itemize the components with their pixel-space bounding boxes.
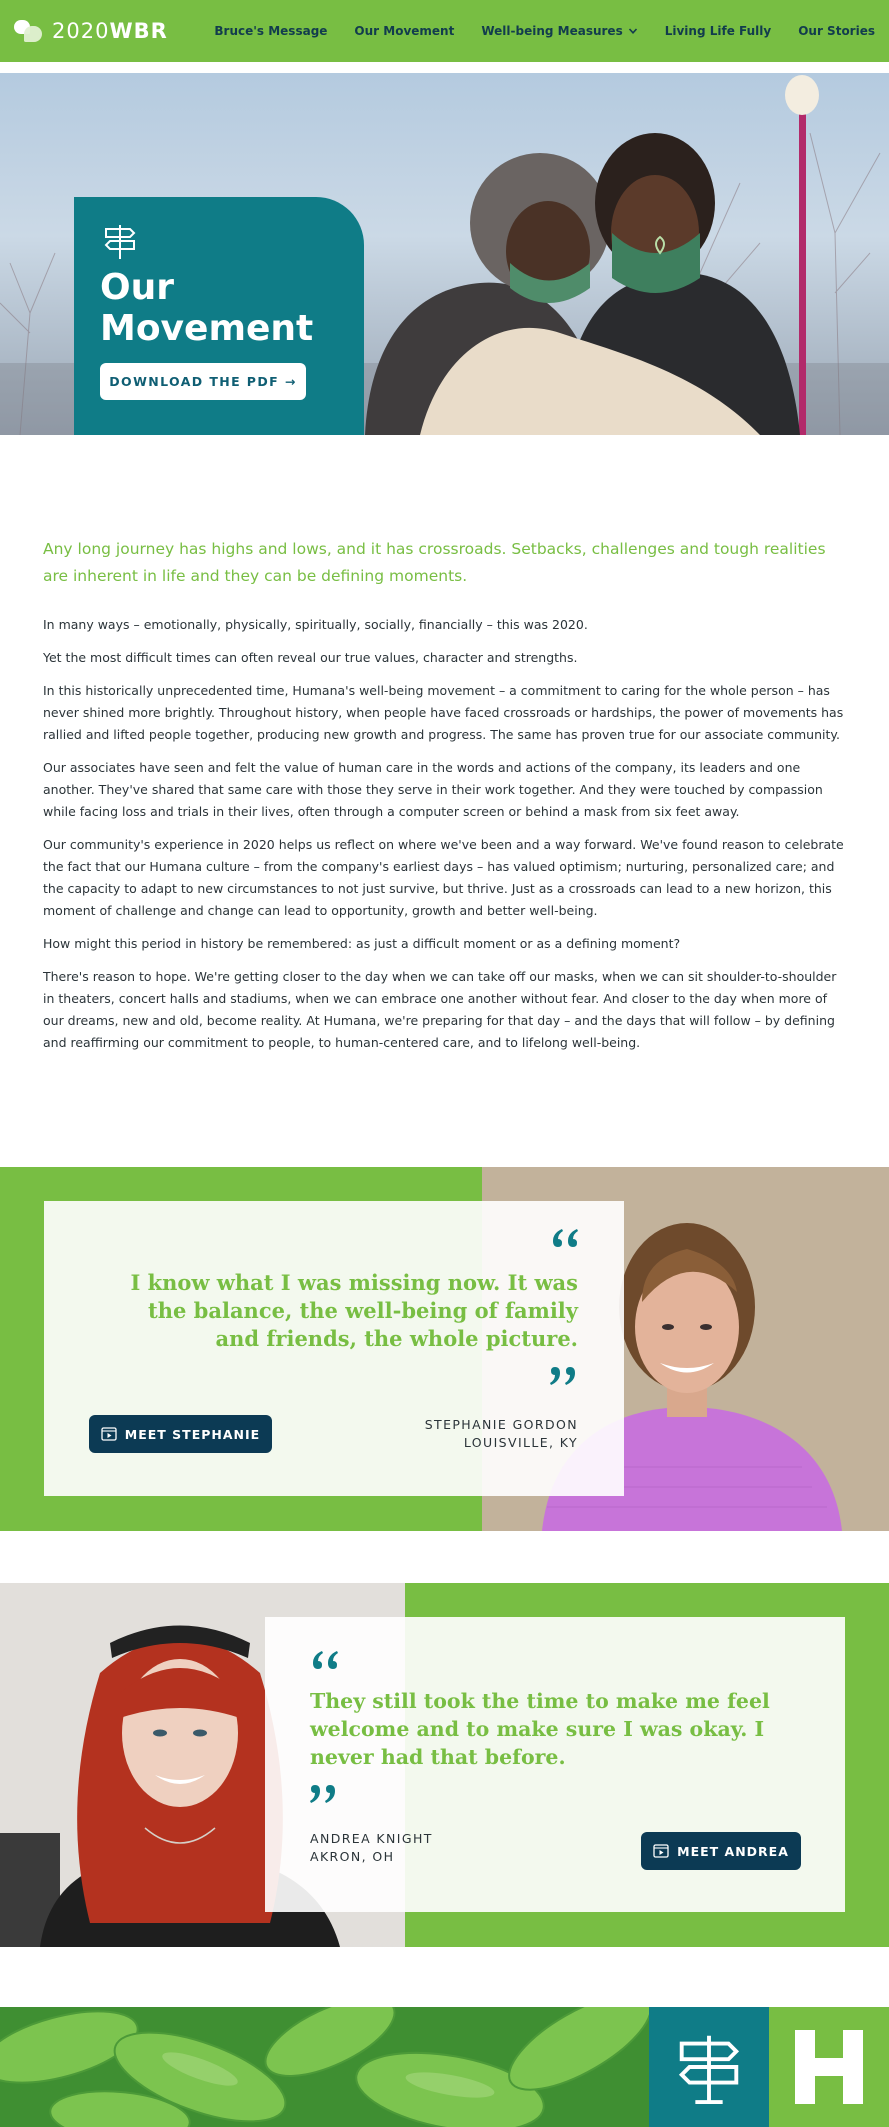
button-label: MEET ANDREA [677,1843,789,1859]
quote-text: I know what I was missing now. It was the balance, the well-being of family and friends, the whole picture. [130,1270,578,1351]
logo-mark-icon [14,18,44,44]
band-signpost-tile [649,2007,769,2127]
body-paragraph: There's reason to hope. We're getting closer to the day when we can take off our masks, when we can sit shoulder-to-shoulder in theaters, concert halls and stadiums, when we can embrace one another without fear. And closer to the day when more of our dreams, new and old, become reality. At Humana, we're preparing for that day – and the days that will follow – by defining and reaffirming our commitment to people, to human-centered care, and to lifelong well-being. [43,969,837,1050]
button-label: MEET STEPHANIE [124,1426,261,1442]
body-paragraph: How might this period in history be remembered: as just a difficult moment or as a defining moment? [43,936,681,951]
logo-prefix: 2020 [52,19,110,43]
humana-h-logo [793,2028,865,2106]
chevron-down-icon [628,26,638,36]
quote-open-icon [550,1227,578,1249]
page-title: Our Movement [100,267,314,349]
main-nav [214,0,875,62]
quote-text: They still took the time to make me feel welcome and to make sure I was okay. I never had that before. [310,1689,770,1769]
nav-label: Our Stories [798,24,875,38]
logo-suffix: WBR [109,19,168,43]
signpost-icon [100,221,140,261]
nav-label: Well-being Measures [481,24,623,38]
meet-stephanie-button[interactable] [89,1415,272,1453]
attribution-location: LOUISVILLE, KY [463,1435,578,1450]
nav-label: Living Life Fully [664,24,772,38]
lead-paragraph: Any long journey has highs and lows, and it has crossroads. Setbacks, challenges and tough realities are inherent in life and they can be defining moments. [43,540,826,585]
nav-living-life-fully[interactable] [665,24,772,38]
hero-card [74,197,364,435]
intro-section [43,536,851,1054]
footer-band [0,2007,889,2127]
succulent-photo [0,2007,649,2127]
attribution-location: AKRON, OH [310,1849,395,1864]
body-paragraph: In this historically unprecedented time, Humana's well-being movement – a commitment to caring for the whole person – has never shined more brightly. Throughout history, when people have faced crossroads or hardships, the power of movements has rallied and lifted people together, producing new growth and progress. The same has proven true for our associate community. [43,683,844,742]
quote-card [265,1617,845,1912]
nav-label: Bruce's Message [214,24,328,38]
story-andrea [0,1583,889,1947]
logo-text [52,19,168,43]
download-pdf-button[interactable]: DOWNLOAD THE PDF → [100,363,306,400]
attribution-name: STEPHANIE GORDON [424,1417,578,1432]
quote-attribution [425,1416,578,1452]
quote-close-icon [550,1365,578,1387]
story-stephanie [0,1167,889,1531]
quote-open-icon [310,1649,338,1671]
video-icon [653,1844,669,1858]
site-logo[interactable] [14,0,168,62]
video-icon [101,1427,117,1441]
meet-andrea-button[interactable] [641,1832,801,1870]
site-header [0,0,889,62]
hero-section [0,73,889,435]
nav-our-movement[interactable] [354,24,454,38]
attribution-name: ANDREA KNIGHT [310,1831,433,1846]
quote-close-icon [310,1783,338,1805]
body-paragraph: Yet the most difficult times can often reveal our true values, character and strengths. [43,650,578,665]
body-paragraph: Our associates have seen and felt the value of human care in the words and actions of the company, its leaders and one another. They've shared that same care with those they serve in their work together. And they were touched by compassion while facing loss and trials in their lives, often through a computer screen or behind a mask from six feet away. [43,760,823,819]
body-paragraph: Our community's experience in 2020 helps us reflect on where we've been and a way forward. We've found reason to celebrate the fact that our Humana culture – from the company's earliest days – has valued optimism; nurturing, personalized care; and the capacity to adapt to new circumstances to not just survive, but thrive. Just as a crossroads can lead to a new horizon, this moment of challenge and change can lead to opportunity, growth and better well-being. [43,837,844,918]
nav-bruces-message[interactable] [214,24,327,38]
quote-card [44,1201,624,1496]
humana-h-tile [769,2007,889,2127]
signpost-icon [670,2025,748,2109]
quote-attribution [310,1830,433,1866]
nav-label: Our Movement [354,24,455,38]
nav-well-being-measures[interactable] [481,24,637,38]
nav-our-stories[interactable] [798,24,875,38]
body-paragraph: In many ways – emotionally, physically, spiritually, socially, financially – this was 2020. [43,617,588,632]
